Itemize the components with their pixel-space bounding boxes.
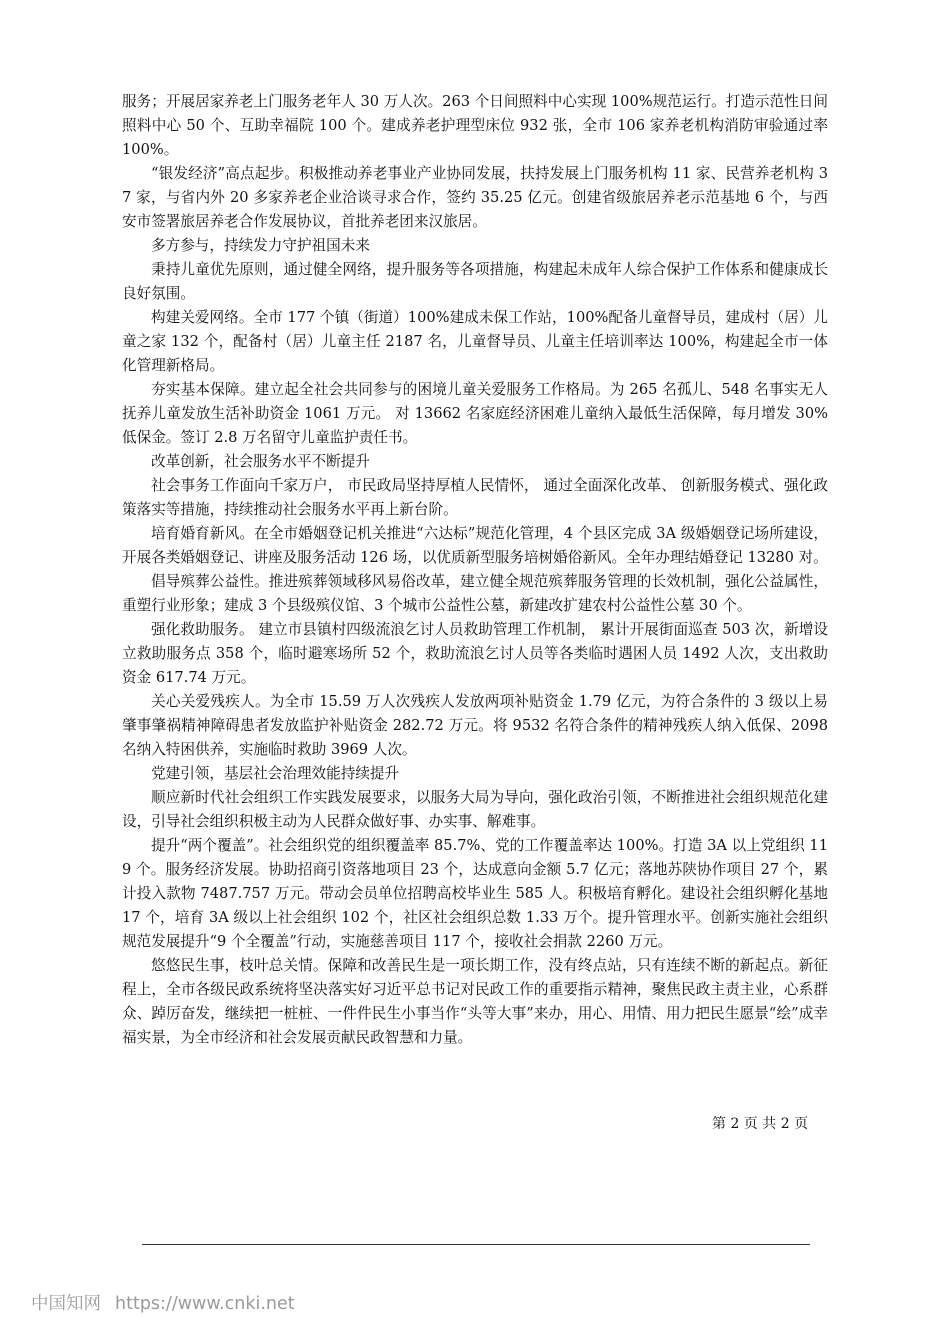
section-heading: 多方参与，持续发力守护祖国未来 [151,237,370,254]
paragraph: 提升“两个覆盖”。社会组织党的组织覆盖率 85.7%、党的工作覆盖率达 100%。打造 3A 以上党组织 119 个。服务经济发展。协助招商引资落地项目 23 个，达成意向金额 5.7 亿元；落地苏陕协作项目 27 个，累计投入款物 7487.757 万元。带动会员单位招聘高校毕业生 585 人。积极培育孵化。建设社会组织孵化基地 17 个，培育 3A 级以上社会组织 102 个，社区社会组织总数 1.33 万个。提升管理水平。创新实施社会组织规范发展提升“9 个全覆盖”行动，实施慈善项目 117 个，接收社会捐款 2260 万元。 [122,837,828,950]
paragraph: 服务；开展居家养老上门服务老年人 30 万人次。263 个日间照料中心实现 100%规范运行。打造示范性日间照料中心 50 个、互助幸福院 100 个。建成养老护理型床位 932 张，全市 106 家养老机构消防审验通过率 100%。 [122,93,828,158]
document-body [122,90,828,1050]
page-number: 第 2 页 共 2 页 [712,1116,809,1132]
paragraph: 秉持儿童优先原则，通过健全网络，提升服务等各项措施，构建起未成年人综合保护工作体系和健康成长良好氛围。 [122,261,828,302]
footer-divider [142,1244,810,1245]
paragraph: 强化救助服务。 建立市县镇村四级流浪乞讨人员救助管理工作机制， 累计开展街面巡查 503 次，新增设立救助服务点 358 个，临时避寒场所 52 个，救助流浪乞讨人员等各类临时遇困人员 1492 人次，支出救助资金 617.74 万元。 [122,621,828,686]
paragraph: 夯实基本保障。建立起全社会共同参与的困境儿童关爱服务工作格局。为 265 名孤儿、548 名事实无人抚养儿童发放生活补助资金 1061 万元。 对 13662 名家庭经济困难儿童纳入最低生活保障，每月增发 30%低保金。签订 2.8 万名留守儿童监护责任书。 [122,381,828,446]
paragraph: 培育婚育新风。在全市婚姻登记机关推进“六达标”规范化管理，4 个县区完成 3A 级婚姻登记场所建设，开展各类婚姻登记、讲座及服务活动 126 场，以优质新型服务培树婚俗新风。全年办理结婚登记 13280 对。 [122,525,828,566]
paragraph: 倡导殡葬公益性。推进殡葬领域移风易俗改革，建立健全规范殡葬服务管理的长效机制，强化公益属性，重塑行业形象；建成 3 个县级殡仪馆、3 个城市公益性公墓，新建改扩建农村公益性公墓 30 个。 [122,573,828,614]
paragraph: 构建关爱网络。全市 177 个镇（街道）100%建成未保工作站，100%配备儿童督导员，建成村（居）儿童之家 132 个，配备村（居）儿童主任 2187 名，儿童督导员、儿童主任培训率达 100%，构建起全市一体化管理新格局。 [122,309,828,374]
paragraph: 社会事务工作面向千家万户， 市民政局坚持厚植人民情怀， 通过全面深化改革、 创新服务模式、强化政策落实等措施，持续推动社会服务水平再上新台阶。 [122,477,828,518]
paragraph: 悠悠民生事，枝叶总关情。保障和改善民生是一项长期工作，没有终点站，只有连续不断的新起点。新征程上，全市各级民政系统将坚决落实好习近平总书记对民政工作的重要指示精神，聚焦民政主责主业，心系群众、踔厉奋发，继续把一桩桩、一件件民生小事当作“头等大事”来办，用心、用情、用力把民生愿景“绘”成幸福实景，为全市经济和社会发展贡献民政智慧和力量。 [122,957,828,1046]
section-heading: 改革创新，社会服务水平不断提升 [151,453,370,470]
section-heading: 党建引领，基层社会治理效能持续提升 [151,765,400,782]
site-name: 中国知网 [31,1294,101,1314]
paragraph: “银发经济”高点起步。积极推动养老事业产业协同发展，扶持发展上门服务机构 11 家、民营养老机构 37 家，与省内外 20 多家养老企业洽谈寻求合作，签约 35.25 亿元。创建省级旅居养老示范基地 6 个，与西安市签署旅居养老合作发展协议，首批养老团来汉旅居。 [122,165,828,230]
site-url[interactable]: https://www.cnki.net [115,1294,295,1314]
paragraph: 关心关爱残疾人。为全市 15.59 万人次残疾人发放两项补贴资金 1.79 亿元，为符合条件的 3 级以上易肇事肇祸精神障碍患者发放监护补贴资金 282.72 万元。将 9532 名符合条件的精神残疾人纳入低保、2098 名纳入特困供养，实施临时救助 3969 人次。 [122,693,828,758]
paragraph: 顺应新时代社会组织工作实践发展要求，以服务大局为导向，强化政治引领，不断推进社会组织规范化建设，引导社会组织积极主动为人民群众做好事、办实事、解难事。 [122,789,828,830]
watermark-footer [31,1292,295,1316]
